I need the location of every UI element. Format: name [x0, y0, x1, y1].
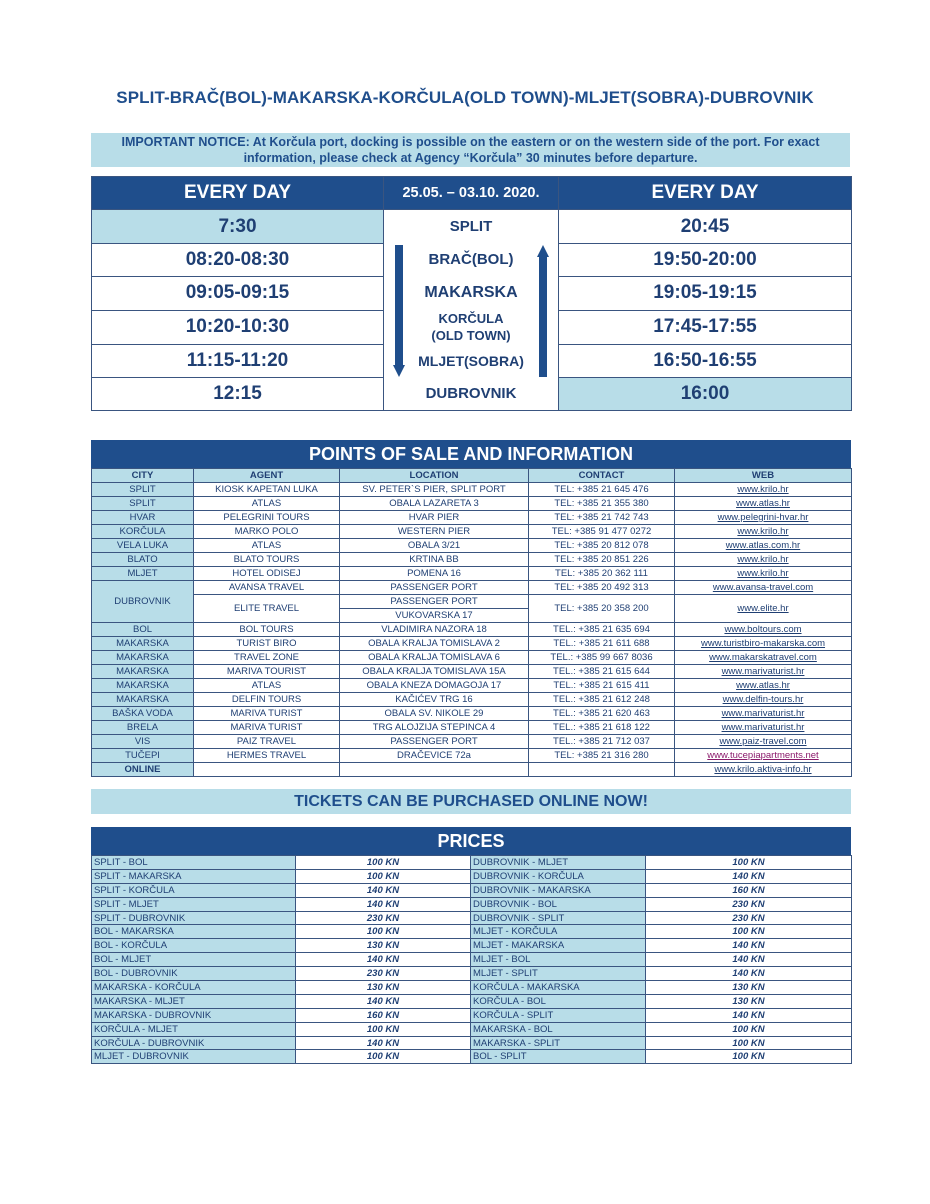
arrow-up-icon: [537, 245, 549, 377]
pos-contact: TEL: +385 21 355 380: [529, 497, 675, 511]
departure-time: 09:05-09:15: [92, 277, 384, 310]
price-route: KORČULA - DUBROVNIK: [92, 1036, 296, 1050]
table-row: [92, 581, 852, 595]
table-row: [92, 679, 852, 693]
pos-city: BLATO: [92, 553, 194, 567]
pos-web-link[interactable]: www.makarskatravel.com: [675, 651, 852, 665]
pos-contact: TEL.: +385 99 667 8036: [529, 651, 675, 665]
price-route: MAKARSKA - BOL: [471, 1022, 646, 1036]
return-time: 16:00: [559, 377, 852, 410]
pos-agent: [194, 763, 340, 777]
table-row: [92, 1036, 852, 1050]
pos-location: PASSENGER PORT: [340, 581, 529, 595]
price-route: MAKARSKA - MLJET: [92, 994, 296, 1008]
pos-contact: [529, 763, 675, 777]
pos-city: VELA LUKA: [92, 539, 194, 553]
price-route: KORČULA - MAKARSKA: [471, 981, 646, 995]
table-row: [92, 1050, 852, 1064]
price-route: DUBROVNIK - MAKARSKA: [471, 883, 646, 897]
column-header: LOCATION: [340, 469, 529, 483]
points-of-sale-title: POINTS OF SALE AND INFORMATION: [91, 440, 851, 468]
pos-contact: TEL: +385 20 358 200: [529, 595, 675, 623]
pos-contact: TEL.: +385 21 615 411: [529, 679, 675, 693]
table-row: [92, 651, 852, 665]
pos-location: HVAR PIER: [340, 511, 529, 525]
pos-location: PASSENGER PORT: [340, 735, 529, 749]
price-route: MAKARSKA - DUBROVNIK: [92, 1008, 296, 1022]
schedule-table: [91, 176, 852, 411]
return-time: 19:50-20:00: [559, 243, 852, 276]
pos-location: TRG ALOJZIJA STEPINCA 4: [340, 721, 529, 735]
important-notice: IMPORTANT NOTICE: At Korčula port, docking is possible on the eastern or on the western side of the port. For exact information, please check at Agency “Korčula” 30 minutes before departure.: [91, 133, 850, 167]
pos-web-link[interactable]: www.tucepiapartments.net: [675, 749, 852, 763]
price-route: BOL - MLJET: [92, 953, 296, 967]
price-route: BOL - MAKARSKA: [92, 925, 296, 939]
pos-city: MLJET: [92, 567, 194, 581]
port-name: [384, 310, 559, 344]
price-value: 140 KN: [646, 869, 852, 883]
return-time: 20:45: [559, 210, 852, 243]
price-route: KORČULA - MLJET: [92, 1022, 296, 1036]
price-value: 130 KN: [296, 939, 471, 953]
pos-location: WESTERN PIER: [340, 525, 529, 539]
prices-table: [91, 855, 852, 1064]
port-name: BRAČ(BOL): [384, 243, 559, 276]
pos-agent: PELEGRINI TOURS: [194, 511, 340, 525]
price-value: 100 KN: [296, 1022, 471, 1036]
table-row: [92, 637, 852, 651]
price-value: 100 KN: [296, 856, 471, 870]
pos-contact: TEL: +385 20 851 226: [529, 553, 675, 567]
column-header: WEB: [675, 469, 852, 483]
page-title: SPLIT-BRAČ(BOL)-MAKARSKA-KORČULA(OLD TOWN)-MLJET(SOBRA)-DUBROVNIK: [116, 88, 814, 107]
pos-contact: TEL.: +385 21 612 248: [529, 693, 675, 707]
pos-contact: TEL.: +385 21 620 463: [529, 707, 675, 721]
price-value: 130 KN: [646, 981, 852, 995]
price-value: 230 KN: [646, 897, 852, 911]
column-header: CITY: [92, 469, 194, 483]
pos-rows-bottom: [92, 623, 852, 777]
table-row: [92, 911, 852, 925]
pos-agent: MARKO POLO: [194, 525, 340, 539]
price-route: SPLIT - KORČULA: [92, 883, 296, 897]
price-route: MAKARSKA - KORČULA: [92, 981, 296, 995]
price-value: 100 KN: [646, 1036, 852, 1050]
price-value: 100 KN: [646, 1022, 852, 1036]
pos-web-link[interactable]: www.krilo.hr: [675, 525, 852, 539]
table-row: [92, 721, 852, 735]
pos-web-link[interactable]: www.paiz-travel.com: [675, 735, 852, 749]
price-route: BOL - SPLIT: [471, 1050, 646, 1064]
table-row: [92, 967, 852, 981]
pos-agent: BOL TOURS: [194, 623, 340, 637]
price-route: DUBROVNIK - BOL: [471, 897, 646, 911]
table-row: [92, 665, 852, 679]
pos-location: OBALA SV. NIKOLE 29: [340, 707, 529, 721]
table-row: [92, 925, 852, 939]
column-header: CONTACT: [529, 469, 675, 483]
pos-city: MAKARSKA: [92, 679, 194, 693]
port-name-line1: KORČULA: [438, 311, 504, 327]
table-row: [92, 567, 852, 581]
pos-location: VUKOVARSKA 17: [340, 609, 529, 623]
pos-location: OBALA KRALJA TOMISLAVA 6: [340, 651, 529, 665]
table-row: [92, 553, 852, 567]
port-name: DUBROVNIK: [384, 377, 559, 410]
points-of-sale-table: [91, 468, 852, 777]
return-time: 16:50-16:55: [559, 344, 852, 377]
departure-time: 7:30: [92, 210, 384, 243]
table-row: [92, 994, 852, 1008]
table-row: [92, 1008, 852, 1022]
table-row: [92, 539, 852, 553]
port-name: MAKARSKA: [384, 277, 559, 310]
pos-agent: PAIZ TRAVEL: [194, 735, 340, 749]
price-value: 140 KN: [296, 883, 471, 897]
pos-contact: TEL: +385 21 645 476: [529, 483, 675, 497]
table-row: [92, 749, 852, 763]
prices-rows: [92, 856, 852, 1064]
pos-agent: TURIST BIRO: [194, 637, 340, 651]
price-value: 130 KN: [296, 981, 471, 995]
table-row: [92, 693, 852, 707]
table-row: [92, 497, 852, 511]
pos-web-link[interactable]: www.marivaturist.hr: [675, 707, 852, 721]
table-row: [92, 707, 852, 721]
pos-contact: TEL.: +385 21 611 688: [529, 637, 675, 651]
pos-agent: HOTEL ODISEJ: [194, 567, 340, 581]
pos-web-link[interactable]: www.krilo.hr: [675, 553, 852, 567]
departure-time: 10:20-10:30: [92, 310, 384, 344]
pos-city: SPLIT: [92, 483, 194, 497]
table-row: [92, 939, 852, 953]
pos-location: [340, 763, 529, 777]
price-route: KORČULA - BOL: [471, 994, 646, 1008]
price-value: 130 KN: [646, 994, 852, 1008]
price-route: MLJET - MAKARSKA: [471, 939, 646, 953]
table-row: [92, 511, 852, 525]
pos-contact: TEL.: +385 21 615 644: [529, 665, 675, 679]
price-route: SPLIT - BOL: [92, 856, 296, 870]
price-value: 100 KN: [296, 925, 471, 939]
price-route: BOL - KORČULA: [92, 939, 296, 953]
return-time: 17:45-17:55: [559, 310, 852, 344]
table-row: [92, 595, 852, 609]
arrow-down-icon: [393, 245, 405, 377]
pos-contact: TEL: +385 20 812 078: [529, 539, 675, 553]
pos-city: DUBROVNIK: [92, 581, 194, 623]
pos-city: VIS: [92, 735, 194, 749]
pos-contact: TEL: +385 21 742 743: [529, 511, 675, 525]
column-header: AGENT: [194, 469, 340, 483]
pos-city: SPLIT: [92, 497, 194, 511]
price-value: 140 KN: [646, 953, 852, 967]
pos-agent: ATLAS: [194, 497, 340, 511]
departure-header: EVERY DAY: [92, 177, 384, 210]
departure-time: 11:15-11:20: [92, 344, 384, 377]
table-row: [92, 1022, 852, 1036]
pos-location: OBALA LAZARETA 3: [340, 497, 529, 511]
pos-web-link[interactable]: www.turistbiro-makarska.com: [675, 637, 852, 651]
price-value: 140 KN: [646, 1008, 852, 1022]
pos-web-link[interactable]: www.elite.hr: [675, 595, 852, 623]
price-value: 140 KN: [646, 939, 852, 953]
pos-location: OBALA KRALJA TOMISLAVA 15A: [340, 665, 529, 679]
price-value: 100 KN: [296, 869, 471, 883]
pos-city: MAKARSKA: [92, 693, 194, 707]
port-name-line2: (OLD TOWN): [431, 328, 511, 344]
pos-web-link[interactable]: www.marivaturist.hr: [675, 665, 852, 679]
pos-location: KRTINA BB: [340, 553, 529, 567]
pos-location: OBALA 3/21: [340, 539, 529, 553]
price-route: MLJET - SPLIT: [471, 967, 646, 981]
pos-agent: AVANSA TRAVEL: [194, 581, 340, 595]
pos-location: VLADIMIRA NAZORA 18: [340, 623, 529, 637]
price-value: 100 KN: [646, 1050, 852, 1064]
pos-contact: TEL.: +385 21 712 037: [529, 735, 675, 749]
pos-agent: BLATO TOURS: [194, 553, 340, 567]
price-value: 140 KN: [296, 953, 471, 967]
pos-agent: HERMES TRAVEL: [194, 749, 340, 763]
price-value: 140 KN: [296, 1036, 471, 1050]
pos-city: ONLINE: [92, 763, 194, 777]
pos-web-link[interactable]: www.pelegrini-hvar.hr: [675, 511, 852, 525]
table-row: [92, 883, 852, 897]
pos-location: PASSENGER PORT: [340, 595, 529, 609]
price-route: MLJET - BOL: [471, 953, 646, 967]
pos-city: BAŠKA VODA: [92, 707, 194, 721]
pos-web-link[interactable]: www.boltours.com: [675, 623, 852, 637]
pos-agent: MARIVA TURIST: [194, 707, 340, 721]
price-value: 230 KN: [646, 911, 852, 925]
port-name: MLJET(SOBRA): [384, 344, 559, 377]
price-value: 100 KN: [296, 1050, 471, 1064]
pos-contact: TEL: +385 21 316 280: [529, 749, 675, 763]
pos-web-link[interactable]: www.atlas.hr: [675, 497, 852, 511]
season-dates: 25.05. – 03.10. 2020.: [384, 177, 559, 210]
price-route: SPLIT - MLJET: [92, 897, 296, 911]
pos-rows-top: [92, 483, 852, 581]
pos-location: OBALA KRALJA TOMISLAVA 2: [340, 637, 529, 651]
pos-web-link[interactable]: www.krilo.hr: [675, 567, 852, 581]
pos-location: KAČIĆEV TRG 16: [340, 693, 529, 707]
price-route: SPLIT - MAKARSKA: [92, 869, 296, 883]
pos-city: KORČULA: [92, 525, 194, 539]
price-route: MLJET - KORČULA: [471, 925, 646, 939]
price-value: 230 KN: [296, 967, 471, 981]
pos-agent: ATLAS: [194, 679, 340, 693]
table-row: [92, 981, 852, 995]
pos-location: DRAČEVICE 72a: [340, 749, 529, 763]
price-route: MLJET - DUBROVNIK: [92, 1050, 296, 1064]
table-row: [92, 869, 852, 883]
pos-contact: TEL.: +385 21 618 122: [529, 721, 675, 735]
pos-city: TUČEPI: [92, 749, 194, 763]
return-header: EVERY DAY: [559, 177, 852, 210]
price-route: MAKARSKA - SPLIT: [471, 1036, 646, 1050]
departure-time: 08:20-08:30: [92, 243, 384, 276]
pos-contact: TEL: +385 20 492 313: [529, 581, 675, 595]
pos-city: MAKARSKA: [92, 665, 194, 679]
pos-web-link[interactable]: www.marivaturist.hr: [675, 721, 852, 735]
pos-agent: MARIVA TURIST: [194, 721, 340, 735]
return-time: 19:05-19:15: [559, 277, 852, 310]
price-route: DUBROVNIK - KORČULA: [471, 869, 646, 883]
pos-agent: ELITE TRAVEL: [194, 595, 340, 623]
online-tickets-banner: TICKETS CAN BE PURCHASED ONLINE NOW!: [91, 789, 851, 814]
prices-title: PRICES: [91, 827, 851, 855]
price-value: 100 KN: [646, 925, 852, 939]
pos-contact: TEL: +385 20 362 111: [529, 567, 675, 581]
pos-location: SV. PETER`S PIER, SPLIT PORT: [340, 483, 529, 497]
table-row: [92, 623, 852, 637]
pos-city: BOL: [92, 623, 194, 637]
pos-web-link[interactable]: www.atlas.com.hr: [675, 539, 852, 553]
pos-city: BRELA: [92, 721, 194, 735]
pos-agent: MARIVA TOURIST: [194, 665, 340, 679]
price-value: 140 KN: [296, 897, 471, 911]
pos-location: POMENA 16: [340, 567, 529, 581]
table-row: [92, 856, 852, 870]
table-row: [92, 735, 852, 749]
price-value: 140 KN: [646, 967, 852, 981]
pos-agent: KIOSK KAPETAN LUKA: [194, 483, 340, 497]
port-name: SPLIT: [384, 210, 559, 243]
price-value: 140 KN: [296, 994, 471, 1008]
pos-web-link[interactable]: www.avansa-travel.com: [675, 581, 852, 595]
table-row: [92, 953, 852, 967]
pos-web-link[interactable]: www.krilo.aktiva-info.hr: [675, 763, 852, 777]
pos-web-link[interactable]: www.krilo.hr: [675, 483, 852, 497]
price-value: 230 KN: [296, 911, 471, 925]
pos-city: MAKARSKA: [92, 637, 194, 651]
price-route: DUBROVNIK - SPLIT: [471, 911, 646, 925]
pos-city: MAKARSKA: [92, 651, 194, 665]
table-row: [92, 525, 852, 539]
table-row: [92, 763, 852, 777]
table-row: [92, 483, 852, 497]
pos-location: OBALA KNEZA DOMAGOJA 17: [340, 679, 529, 693]
price-route: SPLIT - DUBROVNIK: [92, 911, 296, 925]
pos-agent: TRAVEL ZONE: [194, 651, 340, 665]
price-value: 160 KN: [646, 883, 852, 897]
pos-agent: ATLAS: [194, 539, 340, 553]
price-value: 160 KN: [296, 1008, 471, 1022]
pos-agent: DELFIN TOURS: [194, 693, 340, 707]
departure-time: 12:15: [92, 377, 384, 410]
table-row: [92, 897, 852, 911]
price-value: 100 KN: [646, 856, 852, 870]
pos-contact: TEL.: +385 21 635 694: [529, 623, 675, 637]
pos-web-link[interactable]: www.atlas.hr: [675, 679, 852, 693]
price-route: DUBROVNIK - MLJET: [471, 856, 646, 870]
price-route: BOL - DUBROVNIK: [92, 967, 296, 981]
pos-contact: TEL: +385 91 477 0272: [529, 525, 675, 539]
pos-city: HVAR: [92, 511, 194, 525]
pos-web-link[interactable]: www.delfin-tours.hr: [675, 693, 852, 707]
price-route: KORČULA - SPLIT: [471, 1008, 646, 1022]
